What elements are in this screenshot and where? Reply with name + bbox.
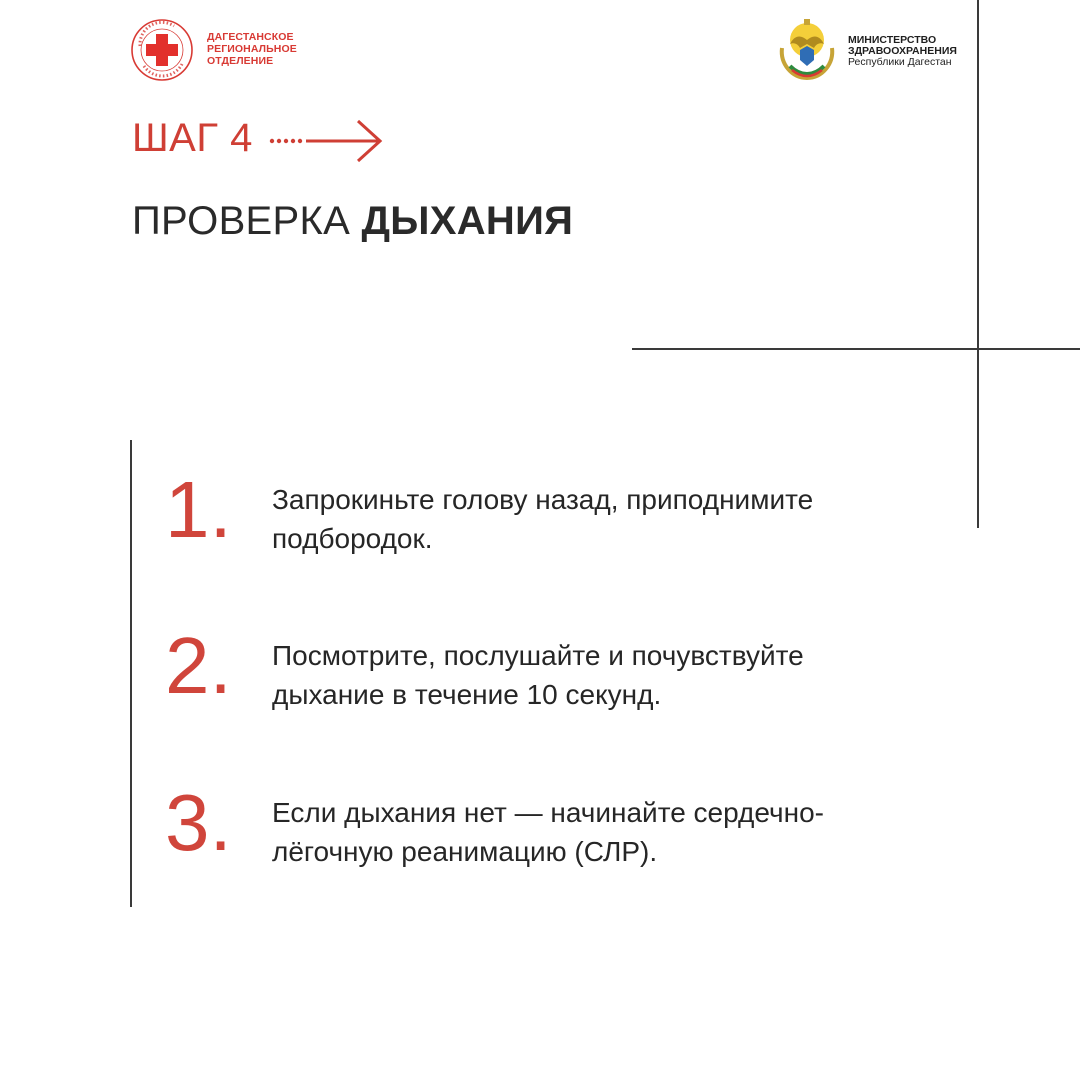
item-text: Посмотрите, послушайте и почувствуйте дыхание в течение 10 секунд. (272, 640, 804, 710)
dotted-arrow-right-icon (268, 118, 386, 164)
item-number: 2. (165, 621, 232, 710)
list-item (165, 778, 925, 903)
item-number: 1. (165, 465, 232, 554)
ministry-line-2: ЗДРАВООХРАНЕНИЯ (848, 45, 957, 57)
red-cross-logo-icon (130, 18, 194, 82)
item-text: Если дыхания нет — начинайте сердечно-лёгочную реанимацию (СЛР). (272, 797, 824, 867)
dagestan-coat-of-arms-icon (776, 18, 838, 82)
ministry-subline: Республики Дагестан (848, 56, 952, 68)
decorative-line-vertical-left (130, 440, 132, 907)
decorative-line-vertical-right (977, 0, 979, 528)
org-line-1: ДАГЕСТАНСКОЕ (207, 31, 294, 43)
org-line-2: РЕГИОНАЛЬНОЕ (207, 43, 297, 55)
list-item (165, 621, 925, 746)
title-bold: ДЫХАНИЯ (361, 199, 574, 243)
org-line-3: ОТДЕЛЕНИЕ (207, 55, 274, 67)
title-regular: ПРОВЕРКА (132, 199, 362, 243)
ministry-line-1: МИНИСТЕРСТВО (848, 34, 937, 46)
list-item (165, 465, 925, 590)
red-cross-org-name (207, 31, 297, 67)
item-text: Запрокиньте голову назад, приподнимите подбородок. (272, 484, 814, 554)
decorative-line-horizontal (632, 348, 1080, 350)
step-label: ШАГ 4 (132, 116, 253, 160)
item-number: 3. (165, 778, 232, 867)
page-title (132, 198, 573, 244)
ministry-name (848, 35, 957, 68)
